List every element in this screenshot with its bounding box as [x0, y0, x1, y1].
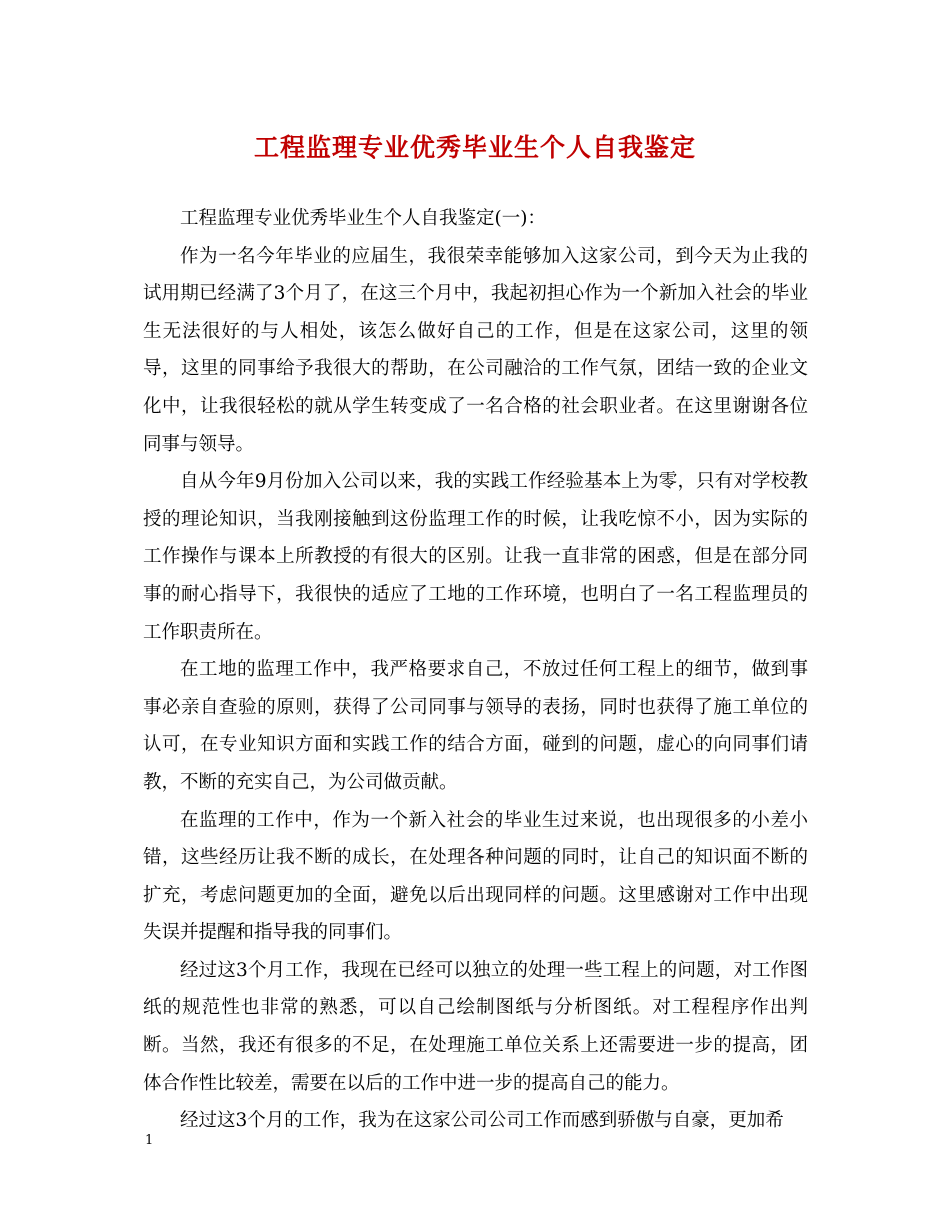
paragraph: 经过这3个月的工作，我为在这家公司公司工作而感到骄傲与自豪，更加希 — [180, 1110, 784, 1132]
paragraph: 经过这3个月工作，我现在已经可以独立的处理一些工程上的问题，对工作图纸的规范性也非常的熟悉，可以自己绘制图纸与分析图纸。对工程程序作出判断。当然，我还有很多的不足，在处理施工单位关系上还需要进一步的提高，团体合作性比较差，需要在以后的工作中进一步的提高自己的能力。 — [143, 959, 808, 1094]
page-number: 1 — [145, 1133, 154, 1148]
document-title: 工程监理专业优秀毕业生个人自我鉴定 — [253, 133, 696, 162]
paragraph: 自从今年9月份加入公司以来，我的实践工作经验基本上为零，只有对学校教授的理论知识，当我刚接触到这份监理工作的时候，让我吃惊不小，因为实际的工作操作与课本上所教授的有很大的区别。让我一直非常的困惑，但是在部分同事的耐心指导下，我很快的适应了工地的工作环境，也明白了一名工程监理员的工作职责所在。 — [143, 471, 808, 643]
paragraph: 在监理的工作中，作为一个新入社会的毕业生过来说，也出现很多的小差小错，这些经历让我不断的成长，在处理各种问题的同时，让自己的知识面不断的扩充，考虑问题更加的全面，避免以后出现同样的问题。这里感谢对工作中出现失误并提醒和指导我的同事们。 — [143, 809, 808, 944]
document-body — [143, 200, 808, 1140]
paragraph: 在工地的监理工作中，我严格要求自己，不放过任何工程上的细节，做到事事必亲自查验的原则，获得了公司同事与领导的表扬，同时也获得了施工单位的认可，在专业知识方面和实践工作的结合方面，碰到的问题，虚心的向同事们请教，不断的充实自己，为公司做贡献。 — [143, 659, 808, 793]
paragraph-subtitle: 工程监理专业优秀毕业生个人自我鉴定(一)： — [180, 208, 546, 229]
paragraph: 作为一名今年毕业的应届生，我很荣幸能够加入这家公司，到今天为止我的试用期已经满了3个月了，在这三个月中，我起初担心作为一个新加入社会的毕业生无法很好的与人相处，该怎么做好自己的工作，但是在这家公司，这里的领导，这里的同事给予我很大的帮助，在公司融洽的工作气氛，团结一致的企业文化中，让我很轻松的就从学生转变成了一名合格的社会职业者。在这里谢谢各位同事与领导。 — [143, 245, 808, 455]
